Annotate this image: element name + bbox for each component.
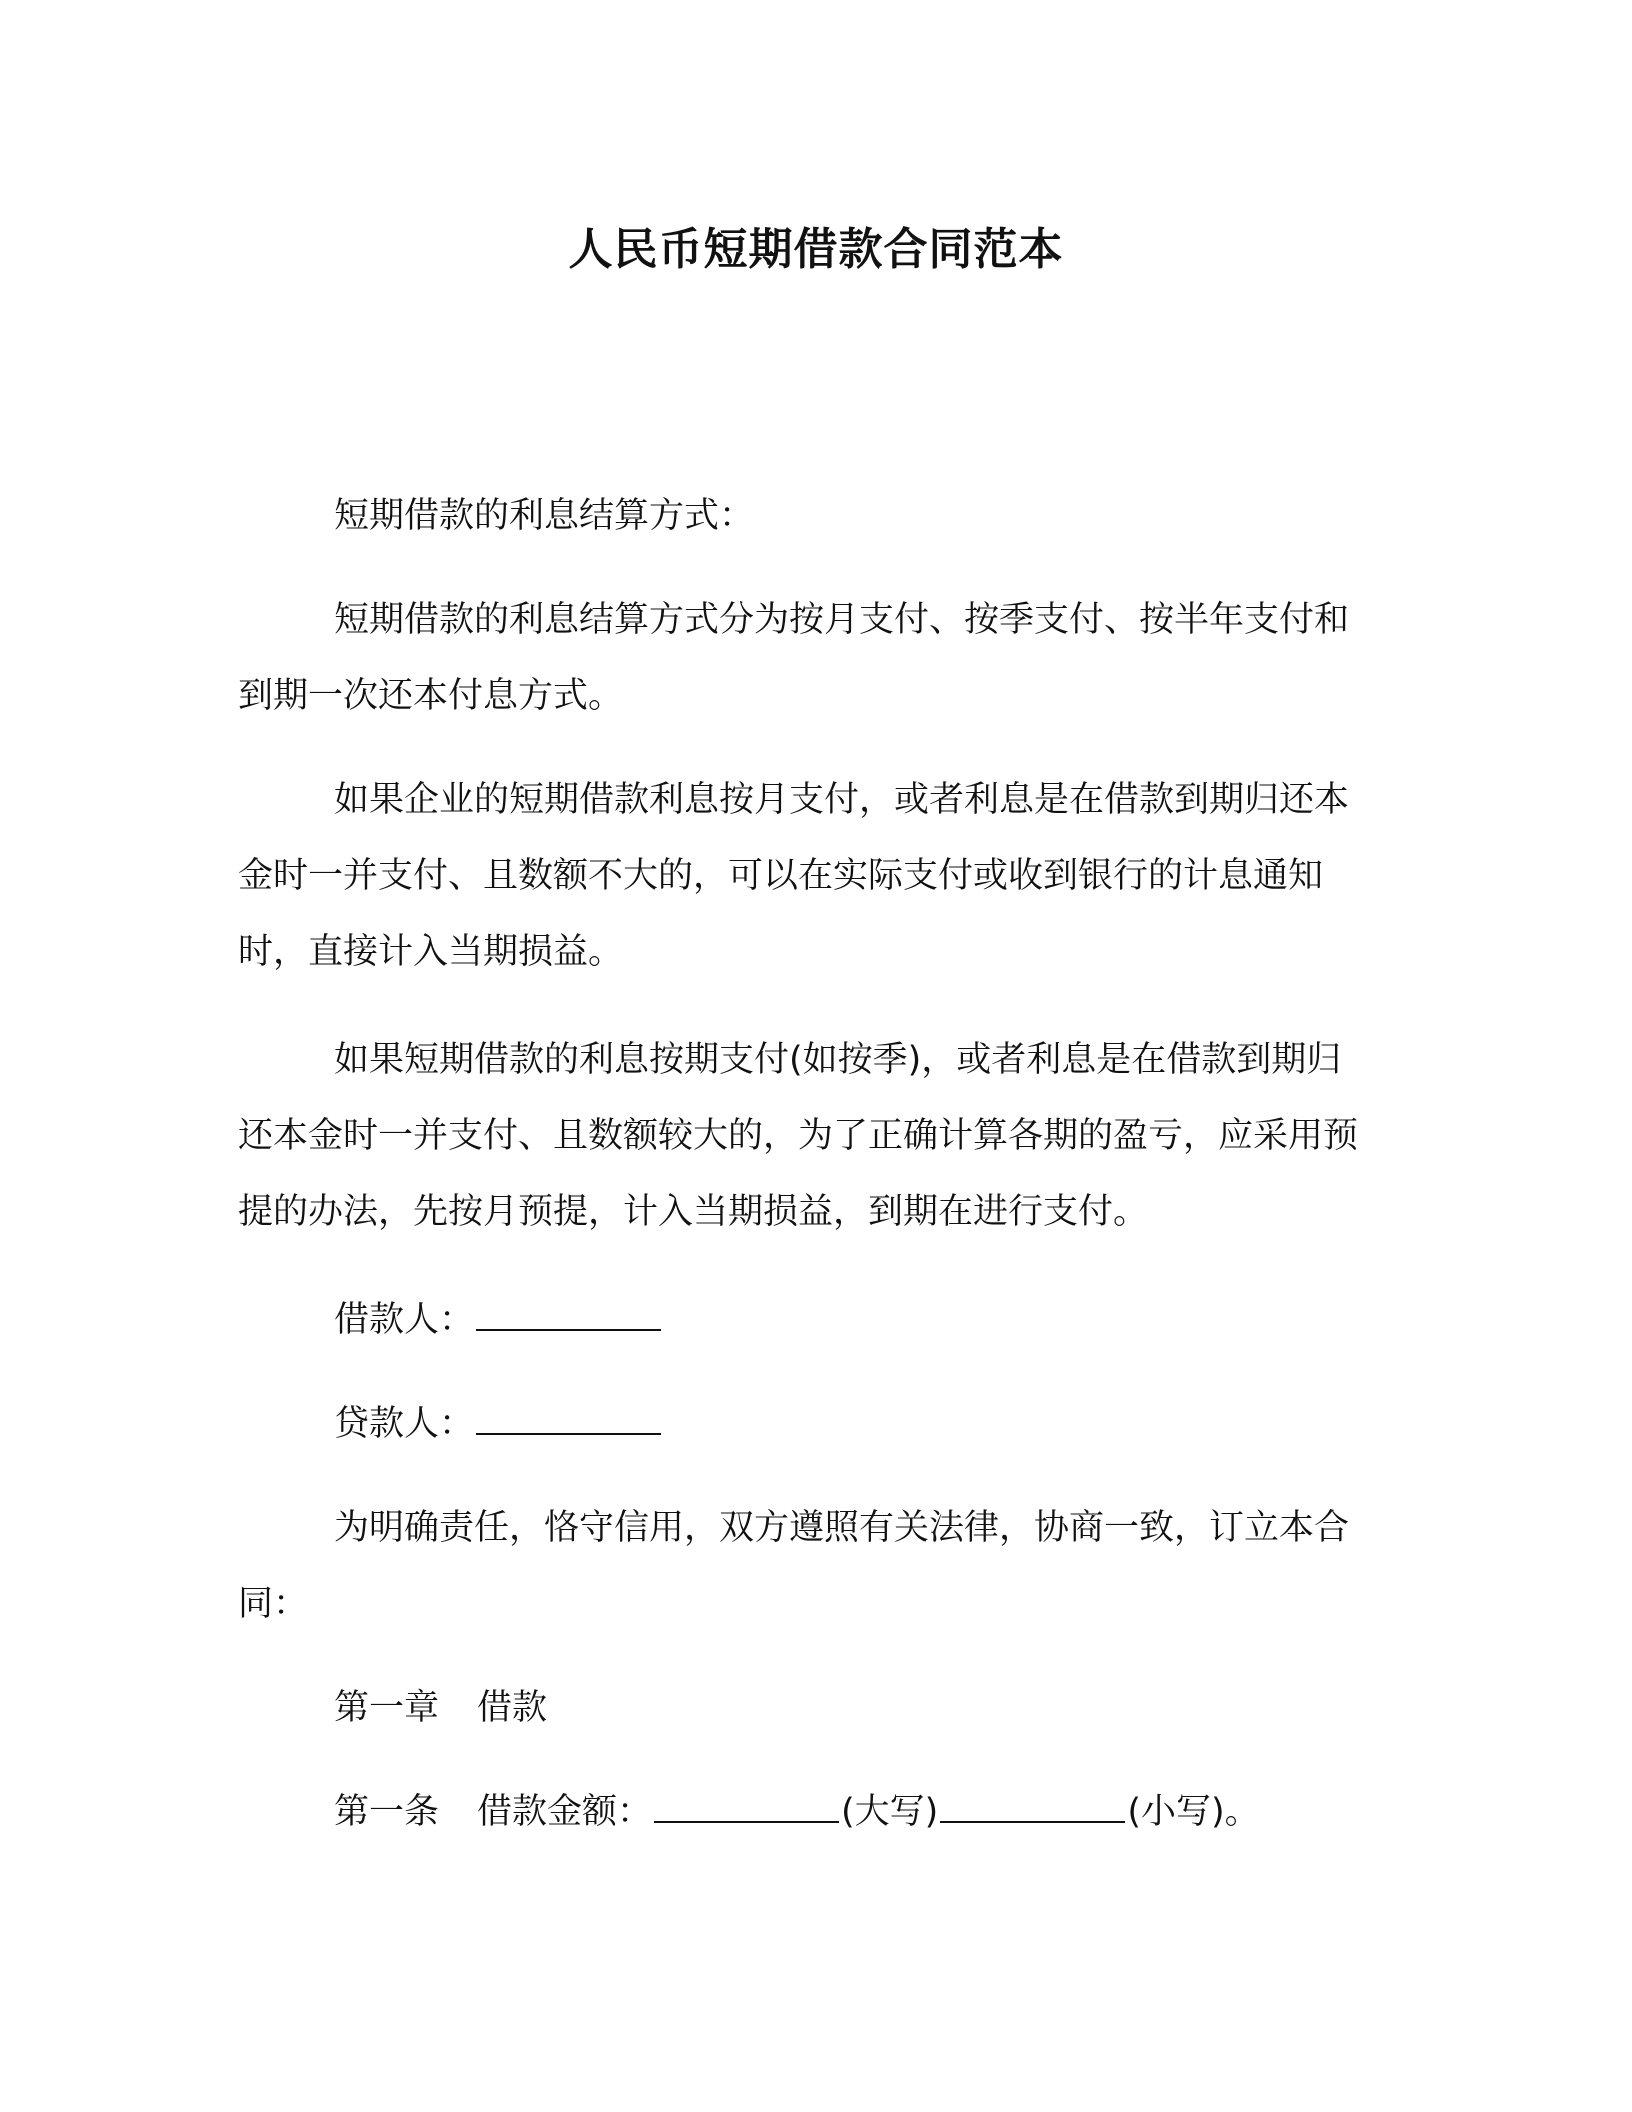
amount-upper-blank-field[interactable] [654, 1785, 839, 1823]
amount-lower-blank-field[interactable] [940, 1785, 1125, 1823]
lender-blank-field[interactable] [476, 1397, 661, 1435]
paragraph-settlement-methods: 短期借款的利息结算方式分为按月支付、按季支付、按半年支付和到期一次还本付息方式。 [238, 600, 1350, 716]
article-label: 借款金额： [477, 1792, 653, 1832]
document-title: 人民币短期借款合同范本 [568, 224, 1064, 275]
paragraph-monthly-payment: 如果企业的短期借款利息按月支付，或者利息是在借款到期归还本金时一并支付、且数额不大的，可以在实际支付或收到银行的计息通知时，直接计入当期损益。 [238, 780, 1350, 972]
amount-lower-label: (小写)。 [1127, 1792, 1260, 1832]
paragraph-interest-heading: 短期借款的利息结算方式： [334, 496, 755, 536]
article-loan-amount [238, 1774, 1373, 1850]
borrower-line [238, 1282, 1373, 1358]
lender-line [238, 1386, 1373, 1462]
chapter-heading [238, 1670, 1373, 1746]
borrower-blank-field[interactable] [476, 1293, 661, 1331]
paragraph-periodic-payment: 如果短期借款的利息按期支付(如按季)，或者利息是在借款到期归还本金时一并支付、且数额较大的，为了正确计算各期的盈亏，应采用预提的办法，先按月预提，计入当期损益，到期在进行支付。 [238, 1040, 1359, 1232]
amount-upper-label: (大写) [841, 1792, 939, 1832]
borrower-label: 借款人： [334, 1300, 475, 1340]
chapter-number: 第一章 [334, 1688, 440, 1728]
article-number: 第一条 [334, 1792, 440, 1832]
paragraph-agreement-intro: 为明确责任，恪守信用，双方遵照有关法律，协商一致，订立本合同： [238, 1508, 1350, 1624]
chapter-title: 借款 [477, 1688, 548, 1728]
lender-label: 贷款人： [334, 1404, 475, 1444]
